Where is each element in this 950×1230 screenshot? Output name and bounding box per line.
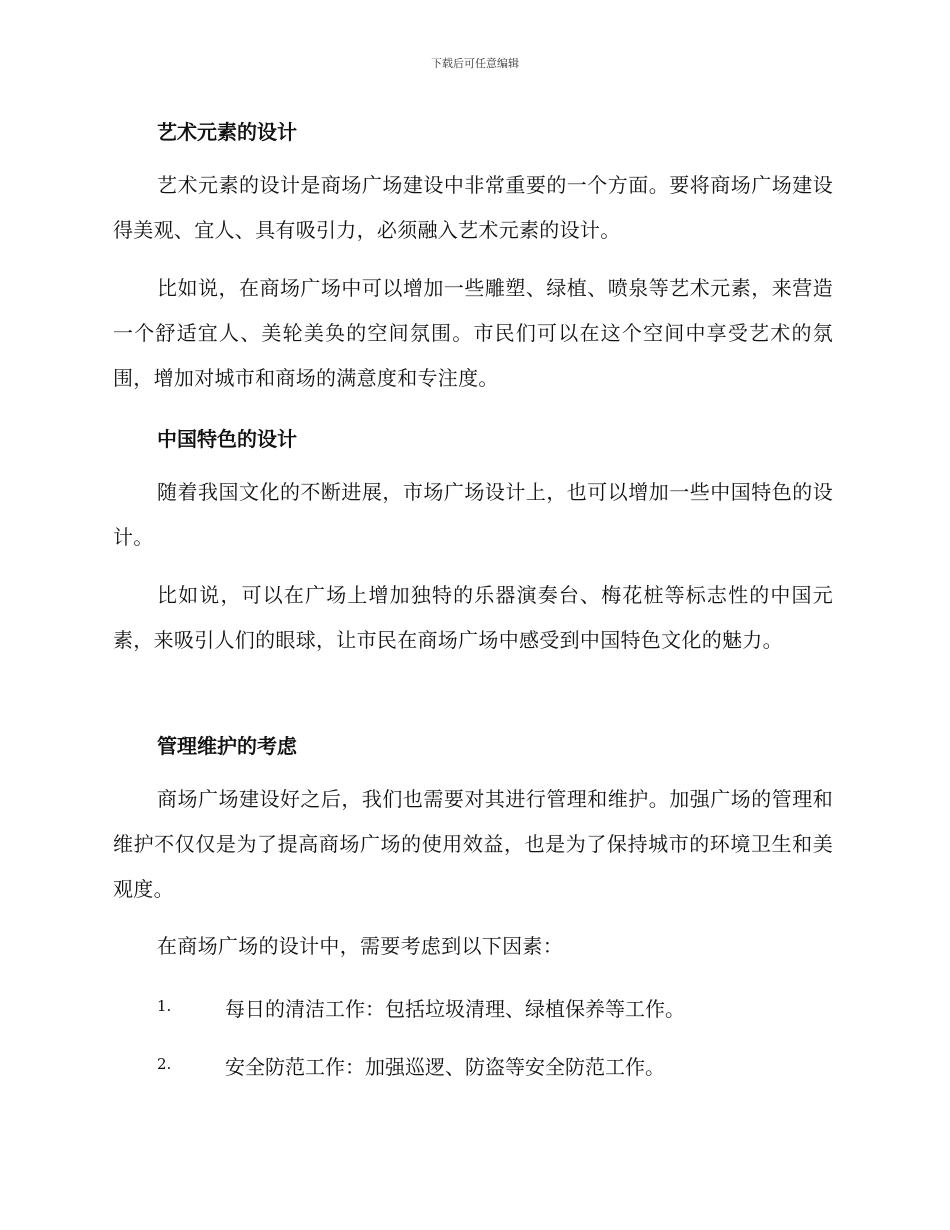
paragraph-chinese-example: 比如说，可以在广场上增加独特的乐器演奏台、梅花桩等标志性的中国元素，来吸引人们的眼球，让市民在商场广场中感受到中国特色文化的魅力。 xyxy=(113,583,833,652)
paragraph-management-factors: 在商场广场的设计中，需要考虑到以下因素： xyxy=(157,934,563,958)
list-number: 2. xyxy=(157,1055,172,1073)
paragraph-chinese-intro: 随着我国文化的不断进展，市场广场设计上，也可以增加一些中国特色的设计。 xyxy=(113,480,833,549)
list-number: 1. xyxy=(157,997,172,1015)
paragraph-art-example: 比如说，在商场广场中可以增加一些雕塑、绿植、喷泉等艺术元素，来营造一个舒适宜人、美轮美奂的空间氛围。市民们可以在这个空间中享受艺术的氛围，增加对城市和商场的满意度和专注度。 xyxy=(113,276,833,390)
section-heading-management: 管理维护的考虑 xyxy=(157,734,297,758)
page-header: 下载后可任意编辑 xyxy=(431,57,519,70)
section-heading-chinese: 中国特色的设计 xyxy=(157,427,297,451)
list-text: 每日的清洁工作：包括垃圾清理、绿植保养等工作。 xyxy=(225,997,685,1021)
list-text: 安全防范工作：加强巡逻、防盗等安全防范工作。 xyxy=(225,1055,665,1079)
paragraph-management-intro: 商场广场建设好之后，我们也需要对其进行管理和维护。加强广场的管理和维护不仅仅是为了提高商场广场的使用效益，也是为了保持城市的环境卫生和美观度。 xyxy=(113,787,833,901)
section-heading-art: 艺术元素的设计 xyxy=(157,120,297,144)
paragraph-art-intro: 艺术元素的设计是商场广场建设中非常重要的一个方面。要将商场广场建设得美观、宜人、具有吸引力，必须融入艺术元素的设计。 xyxy=(113,173,833,242)
